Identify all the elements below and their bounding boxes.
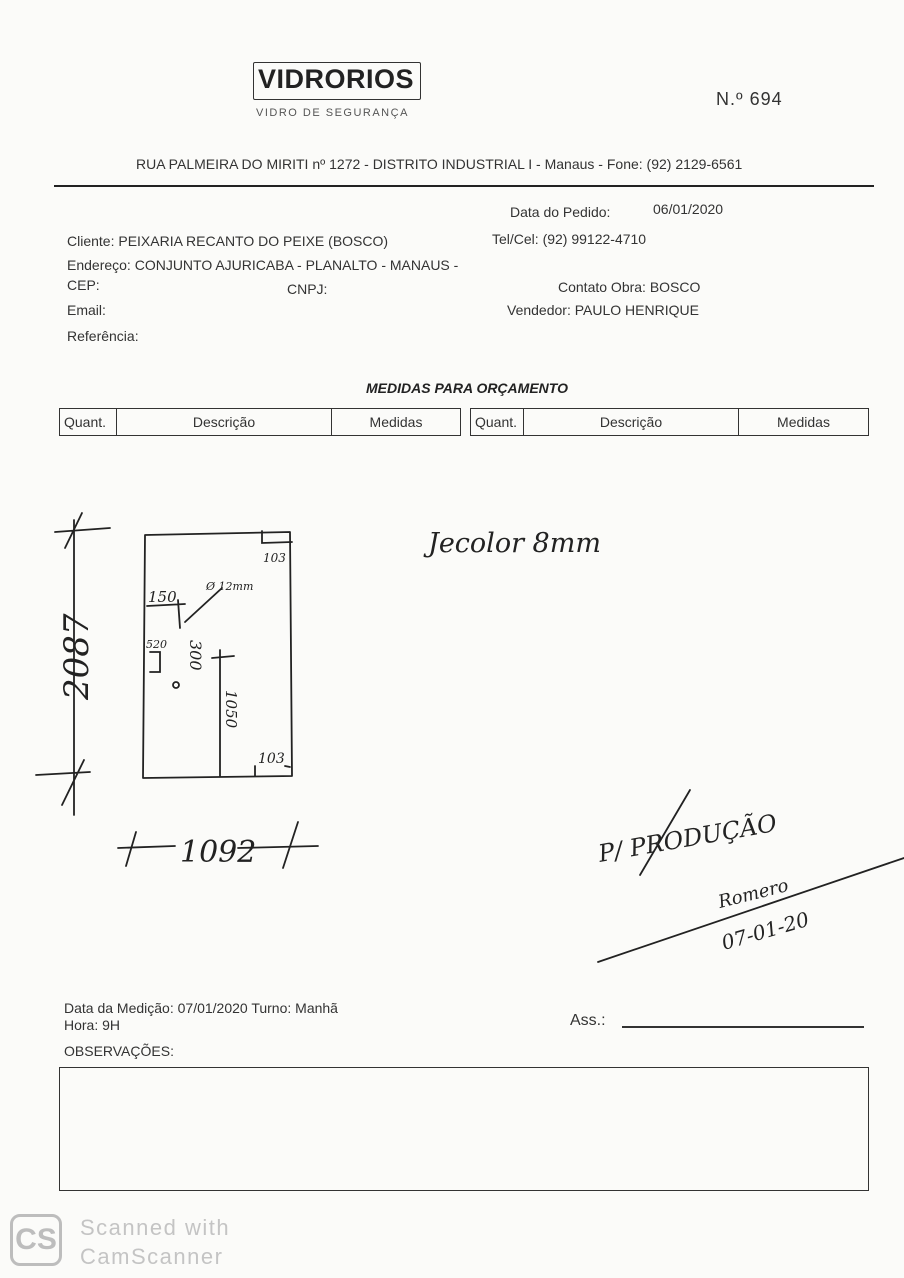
column-description: Descrição <box>117 409 332 436</box>
cep-field: CEP: <box>67 277 100 293</box>
dim-300: 300 <box>186 640 205 671</box>
client-field: Cliente: PEIXARIA RECANTO DO PEIXE (BOSCO) <box>67 233 389 249</box>
company-tagline: VIDRO DE SEGURANÇA <box>256 107 409 119</box>
measurement-date: Data da Medição: 07/01/2020 Turno: Manhã <box>64 1000 338 1016</box>
approval-date: 07-01-20 <box>718 906 812 955</box>
dim-bottom-right: 103 <box>258 751 285 767</box>
document-number: N.º 694 <box>716 89 783 109</box>
corner-tick-bottom <box>255 766 290 776</box>
width-value: 1092 <box>180 835 257 870</box>
watermark-line-1: Scanned with <box>80 1215 231 1240</box>
offset-line-520 <box>150 652 160 672</box>
height-tick-top <box>55 513 110 548</box>
company-logo: VIDRORIOS <box>258 64 415 94</box>
phone-field: Tel/Cel: (92) 99122-4710 <box>492 231 647 247</box>
reference-field: Referência: <box>67 328 139 344</box>
dim-150: 150 <box>148 588 177 606</box>
column-quantity: Quant. <box>471 409 524 436</box>
camscanner-logo: CS <box>10 1214 62 1266</box>
approval-note: P/ PRODUÇÃO <box>596 808 779 868</box>
panel-outline <box>143 532 292 778</box>
approval-name: Romero <box>716 875 791 913</box>
order-date-value: 06/01/2020 <box>653 201 724 217</box>
signature-line <box>622 1026 864 1028</box>
column-measures: Medidas <box>332 409 461 436</box>
width-tick-right <box>283 822 298 868</box>
cnpj-field: CNPJ: <box>287 281 328 297</box>
email-field: Email: <box>67 302 106 318</box>
width-tick-left <box>126 832 136 866</box>
hole-line <box>185 588 222 622</box>
column-description: Descrição <box>524 409 739 436</box>
dim-1050: 1050 <box>222 690 240 729</box>
observations-box <box>59 1067 869 1191</box>
contact-field: Contato Obra: BOSCO <box>558 279 701 295</box>
measures-heading: MEDIDAS PARA ORÇAMENTO <box>366 380 568 396</box>
measurement-time: Hora: 9H <box>64 1017 121 1033</box>
material-note: Jecolor 8mm <box>428 528 601 559</box>
order-date-label: Data do Pedido: <box>510 204 611 220</box>
column-measures: Medidas <box>739 409 869 436</box>
dim-top-right: 103 <box>263 551 286 565</box>
hole-mark <box>173 682 179 688</box>
seller-field: Vendedor: PAULO HENRIQUE <box>507 302 699 318</box>
watermark-line-2: CamScanner <box>80 1244 224 1269</box>
camscanner-watermark <box>80 1213 230 1271</box>
column-quantity: Quant. <box>60 409 117 436</box>
height-tick-bottom <box>36 760 90 805</box>
address-field: Endereço: CONJUNTO AJURICABA - PLANALTO - MANAUS - <box>67 257 459 273</box>
observations-label: OBSERVAÇÕES: <box>64 1043 174 1059</box>
dim-hole: Ø 12mm <box>206 580 254 593</box>
dim-520: 520 <box>146 638 167 651</box>
signature-label: Ass.: <box>570 1012 606 1029</box>
height-value: 2087 <box>57 613 97 700</box>
company-address: RUA PALMEIRA DO MIRITI nº 1272 - DISTRITO INDUSTRIAL I - Manaus - Fone: (92) 2129-6561 <box>136 156 743 172</box>
